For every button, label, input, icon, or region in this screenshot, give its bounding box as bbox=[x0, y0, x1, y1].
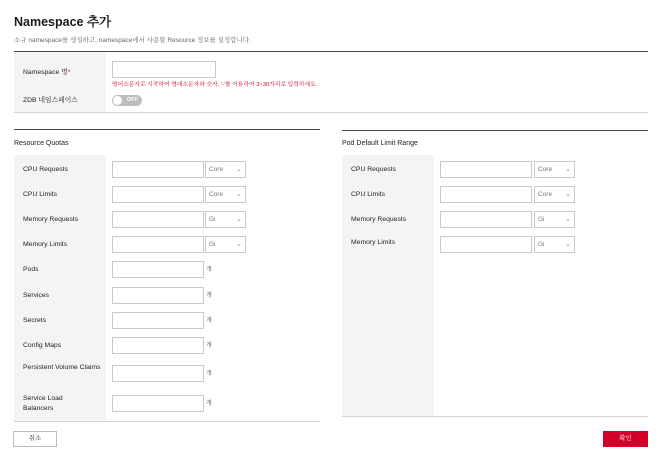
chevron-down-icon: ⌄ bbox=[236, 191, 242, 198]
quotas-top-divider bbox=[14, 129, 320, 130]
zdb-toggle[interactable] bbox=[112, 95, 142, 106]
quota-label-service-load-balancers: Service Load Balancers bbox=[23, 395, 63, 412]
quota-config-maps-input[interactable] bbox=[112, 337, 204, 354]
quota-secrets-input[interactable] bbox=[112, 312, 204, 329]
limit-memory-limits-unit-select[interactable]: Gi ⌄ bbox=[534, 236, 575, 253]
chevron-down-icon: ⌄ bbox=[565, 241, 571, 248]
chevron-down-icon: ⌄ bbox=[236, 216, 242, 223]
quota-label-services: Services bbox=[23, 292, 50, 299]
quota-service-load-balancers-input[interactable] bbox=[112, 395, 204, 412]
header-divider bbox=[14, 51, 648, 52]
limit-memory-requests-input[interactable] bbox=[440, 211, 532, 228]
quota-label-cpu-requests: CPU Requests bbox=[23, 166, 68, 173]
namespace-hint: 영어소문자로 시작하여 영대소문자와 숫자, '-'를 이용하여 3~30자리로 입력하세요. bbox=[112, 82, 318, 88]
chevron-down-icon: ⌄ bbox=[565, 191, 571, 198]
chevron-down-icon: ⌄ bbox=[565, 166, 571, 173]
quota-label-secrets: Secrets bbox=[23, 317, 47, 324]
chevron-down-icon: ⌄ bbox=[565, 216, 571, 223]
quota-label-persistent-volume-claims: Persistent Volume Claims bbox=[23, 364, 101, 371]
quota-service-load-balancers-unit: 개 bbox=[206, 401, 212, 407]
quota-cpu-requests-unit-select[interactable]: Core ⌄ bbox=[205, 161, 246, 178]
quota-memory-requests-unit-select[interactable]: Gi ⌄ bbox=[205, 211, 246, 228]
quota-memory-limits-input[interactable] bbox=[112, 236, 204, 253]
quota-cpu-limits-input[interactable] bbox=[112, 186, 204, 203]
quota-pods-unit: 개 bbox=[206, 267, 212, 273]
quota-pods-input[interactable] bbox=[112, 261, 204, 278]
namespace-label: Namespace 명* bbox=[23, 69, 71, 76]
cancel-button[interactable]: 취소 bbox=[13, 431, 57, 447]
chevron-down-icon: ⌄ bbox=[236, 241, 242, 248]
zdb-namespace-label: ZDB 네임스페이스 bbox=[23, 97, 78, 104]
limit-label-cpu-requests: CPU Requests bbox=[351, 166, 396, 173]
form-divider bbox=[14, 112, 648, 113]
page-title: Namespace 추가 bbox=[14, 15, 112, 29]
quota-memory-limits-unit-select[interactable]: Gi ⌄ bbox=[205, 236, 246, 253]
quotas-bottom-divider bbox=[14, 421, 320, 422]
namespace-name-input[interactable] bbox=[112, 61, 216, 78]
limit-memory-limits-input[interactable] bbox=[440, 236, 532, 253]
limit-label-memory-limits: Memory Limits bbox=[351, 239, 396, 246]
toggle-state-label: OFF bbox=[127, 97, 138, 103]
limit-memory-requests-unit-select[interactable]: Gi ⌄ bbox=[534, 211, 575, 228]
quota-memory-requests-input[interactable] bbox=[112, 211, 204, 228]
quota-config-maps-unit: 개 bbox=[206, 343, 212, 349]
limit-cpu-requests-unit-select[interactable]: Core ⌄ bbox=[534, 161, 575, 178]
quota-persistent-volume-claims-input[interactable] bbox=[112, 365, 204, 382]
quota-label-pods: Pods bbox=[23, 266, 39, 273]
page-description: 소규 namespace를 생성하고, namespace에서 사용할 Resource 정보를 설정합니다. bbox=[14, 37, 251, 44]
quota-label-config-maps: Config Maps bbox=[23, 342, 62, 349]
limit-label-memory-requests: Memory Requests bbox=[351, 216, 407, 223]
limits-bottom-divider bbox=[342, 416, 648, 417]
quota-label-memory-limits: Memory Limits bbox=[23, 241, 68, 248]
quota-services-unit: 개 bbox=[206, 293, 212, 299]
quota-cpu-requests-input[interactable] bbox=[112, 161, 204, 178]
quota-persistent-volume-claims-unit: 개 bbox=[206, 371, 212, 377]
toggle-knob bbox=[113, 96, 122, 105]
quota-label-memory-requests: Memory Requests bbox=[23, 216, 79, 223]
limit-cpu-limits-unit-select[interactable]: Core ⌄ bbox=[534, 186, 575, 203]
quota-cpu-limits-unit-select[interactable]: Core ⌄ bbox=[205, 186, 246, 203]
chevron-down-icon: ⌄ bbox=[236, 166, 242, 173]
quota-secrets-unit: 개 bbox=[206, 318, 212, 324]
confirm-button[interactable]: 확인 bbox=[603, 431, 648, 447]
limit-label-cpu-limits: CPU Limits bbox=[351, 191, 385, 198]
quota-services-input[interactable] bbox=[112, 287, 204, 304]
limit-cpu-requests-input[interactable] bbox=[440, 161, 532, 178]
resource-quotas-title: Resource Quotas bbox=[14, 140, 69, 147]
quota-label-cpu-limits: CPU Limits bbox=[23, 191, 57, 198]
pod-default-limit-range-title: Pod Default Limit Range bbox=[342, 140, 418, 147]
limit-cpu-limits-input[interactable] bbox=[440, 186, 532, 203]
limits-top-divider bbox=[342, 130, 648, 131]
